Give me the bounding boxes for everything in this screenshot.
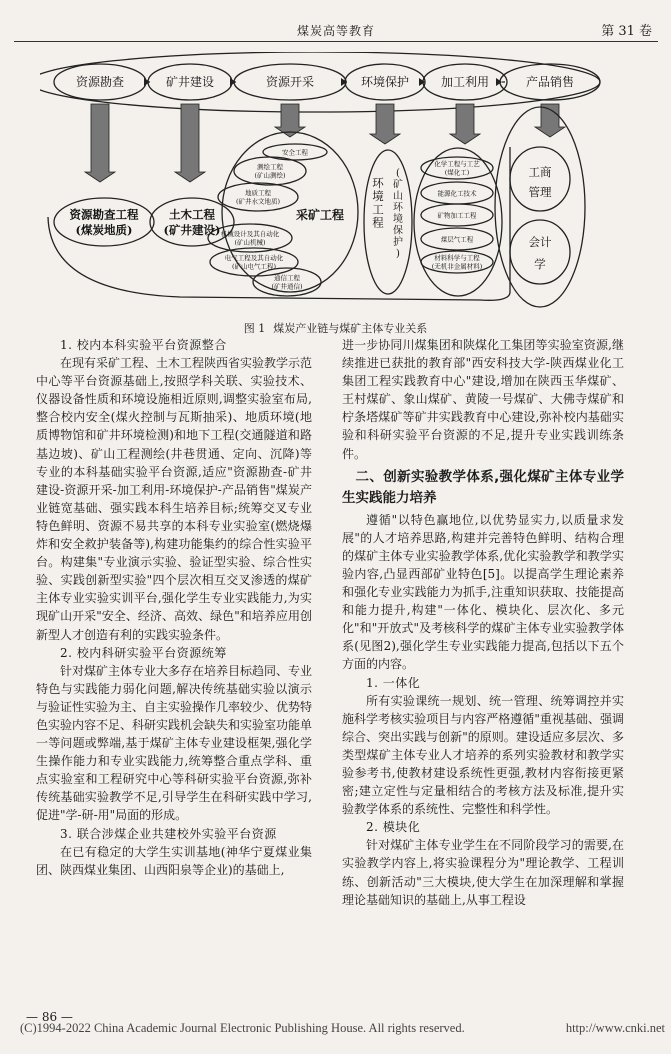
processing-subfield-label: 化学工程与工艺(煤化工) bbox=[434, 159, 480, 177]
svg-text:工: 工 bbox=[372, 202, 384, 217]
chain-label: 产品销售 bbox=[525, 75, 575, 90]
volume-label: 第 31 卷 bbox=[601, 24, 652, 39]
sales-cluster bbox=[495, 107, 585, 307]
svg-text:境: 境 bbox=[393, 214, 403, 225]
flow-arrow bbox=[450, 104, 480, 144]
mining-subfield-label: 安全工程 bbox=[282, 148, 308, 157]
subheading: 2. 校内科研实验平台资源统筹 bbox=[60, 645, 227, 660]
mining-subfield-label: 电气工程及其自动化(矿山电气工程) bbox=[224, 253, 284, 271]
copyright-footer bbox=[20, 1021, 671, 1036]
paragraph: 进一步协同川煤集团和陕煤化工集团等实验室资源,继续推进已获批的教育部"西安科技大学-陕西煤业化工集团工程实践教育中心"建设,增加在陕西玉华煤矿、王村煤矿、象山煤矿、黄陵一号煤矿、大佛寺煤矿和柠条塔煤矿等矿井实践教育中心建设,弥补校内基础实验和科研实验平台资源的不足,提升专业实践训练条件。 bbox=[342, 338, 624, 461]
subheading: 2. 模块化 bbox=[366, 820, 421, 835]
business-mgmt-label: 工商 bbox=[528, 165, 552, 180]
figure-caption bbox=[0, 320, 671, 336]
svg-text:山: 山 bbox=[393, 191, 403, 202]
accounting-label: 会计 bbox=[528, 235, 552, 250]
processing-subfield-label: 能源化工技术 bbox=[437, 189, 477, 198]
page-header bbox=[14, 18, 658, 42]
subheading: 1. 一体化 bbox=[366, 675, 421, 690]
right-column bbox=[342, 336, 624, 909]
paragraph: 在已有稳定的大学生实训基地(神华宁夏煤业集团、陕西煤业集团、山西阳泉等企业)的基础上, bbox=[36, 844, 312, 877]
accounting-node bbox=[510, 220, 570, 284]
svg-text:境: 境 bbox=[372, 189, 384, 204]
header-rule bbox=[14, 41, 658, 42]
flow-arrow bbox=[85, 104, 115, 182]
svg-text:环: 环 bbox=[393, 202, 403, 214]
subheading: 1. 校内本科实验平台资源整合 bbox=[60, 338, 227, 352]
chain-label: 资源勘查 bbox=[75, 75, 125, 90]
paragraph: 针对煤矿主体专业学生在不同阶段学习的需要,在实验教学内容上,将实验课程分为"理论教学、工程训练、创新活动"三大模块,使大学生在加深理解和掌握理论基础知识的基础上,从事工程设 bbox=[342, 838, 624, 907]
processing-subfield-label: 材料科学与工程(无机非金属材料) bbox=[431, 253, 483, 271]
svg-text:矿: 矿 bbox=[393, 179, 403, 191]
figure-label: 图 1 bbox=[243, 322, 266, 335]
mining-subfield-label: 地质工程(矿井水文地质) bbox=[235, 188, 281, 206]
paragraph: 在现有采矿工程、土木工程陕西省实验教学示范中心等平台资源基础上,按照学科关联、实验技术、仪器设备性质和环境设施相近原则,调整实验室布局,整合校内安全(煤火控制与瓦斯抽采)、地质环境(地质博物馆和矿井环境检测)和地下工程(交通隧道和路基边坡)、矿山工程测绘(井巷贯通、定向、沉降)等专业的本科基础实验平台资源,适应"资源勘查-矿井建设-资源开采-加工利用-环境保护-产品销售"煤炭产业链宽基础、强实践本科生培养目标;统筹交叉专业特色鲜明、资源不易共享的本科专业实验室(燃烧爆炸和安全救护装备等),构建功能集约的综合性实验平台。构建集"专业演示实验、验证型实验、综合性实验、实践创新型实验"四个层次相互交叉渗透的煤矿主体专业实验实训平台,强化学生专业实践能力,为实现矿山开采"安全、经济、高效、绿色"和培养应用创新型人才创造有利的实践实验条件。 bbox=[36, 356, 313, 642]
env-eng-sublabel bbox=[393, 168, 404, 260]
svg-text:(: ( bbox=[396, 168, 400, 179]
svg-text:环: 环 bbox=[372, 176, 384, 190]
subheading: 3. 联合涉煤企业共建校外实验平台资源 bbox=[60, 826, 277, 841]
mining-eng-label: 采矿工程 bbox=[295, 208, 345, 223]
civil-eng-label: 土木工程(矿井建设) bbox=[163, 207, 221, 237]
paragraph: 所有实验课统一规划、统一管理、统筹调控并实施科学考核实验项目与内容严格遵循"重视基础、强调综合、突出实践与创新"的原则。建设适应多层次、多类型煤矿主体专业人才培养的系列实验教材和教学实验参考书,使教材建设系统性更强,教材内容衔接更紧密;建立定性与定量相结合的考核方法及标准,提升实验教学体系的系统性、完整性和科学性。 bbox=[342, 693, 624, 817]
mining-subfield-label: 机械设计及其自动化(矿山机械) bbox=[220, 229, 280, 247]
svg-text:护: 护 bbox=[393, 237, 403, 248]
copyright-text: (C)1994-2022 China Academic Journal Electronic Publishing House. All rights reserved. bbox=[20, 1021, 465, 1035]
chain-label: 加工利用 bbox=[440, 75, 490, 90]
cnki-url: http://www.cnki.net bbox=[565, 1021, 665, 1035]
accounting-label: 学 bbox=[534, 257, 546, 272]
svg-text:): ) bbox=[396, 248, 400, 260]
page-number: — 86 — bbox=[26, 1010, 73, 1024]
mining-subfield-label: 测绘工程(矿山测绘) bbox=[254, 162, 286, 180]
paragraph: 针对煤矿主体专业大多存在培养目标趋同、专业特色与实践能力弱化问题,解决传统基础实验以演示与验证性实验为主、自主实验操作几率较少、优势特色实验内容不足、科研实践机会缺失和实验室功能单一等问题或弊端,基于煤矿主体专业建设框架,强化学生操作能力和专业实践能力,统筹整合重点学科、重点实验室和工程研究中心等科研实验平台资源,弥补传统基础实验教学不足,引导学生在科研实践中学习,促进"学-研-用"局面的形成。 bbox=[36, 663, 313, 823]
business-mgmt-label: 管理 bbox=[528, 185, 552, 200]
flow-arrow bbox=[370, 104, 400, 144]
section-heading: 二、创新实验教学体系,强化煤矿主体专业学生实践能力培养 bbox=[342, 468, 624, 506]
env-eng-node bbox=[364, 150, 412, 294]
left-column bbox=[36, 336, 312, 879]
processing-subfield-label: 煤层气工程 bbox=[440, 235, 474, 244]
paragraph: 遵循"以特色赢地位,以优势显实力,以质量求发展"的人才培养思路,构建并完善特色鲜明、结构合理的煤矿主体专业实验教学体系,优化实验教学和教学实验内容,凸显西部矿业特色[5]。以提高学生理论素养和强化专业实践能力为抓手,注重知识获取、技能提高和能力提升,构建"一体化、模块化、层次化、多元化"和"开放式"及考核科学的煤矿主体专业实验教学体系(见图2),强化学生专业实践能力提高,包括以下五个方面的内容。 bbox=[342, 512, 624, 672]
resource-eng-label: 资源勘查工程(煤炭地质) bbox=[69, 207, 139, 237]
flow-arrow bbox=[175, 104, 205, 182]
chain-label: 矿井建设 bbox=[165, 75, 215, 90]
processing-subfield-label: 矿物加工工程 bbox=[437, 211, 477, 220]
industry-chain-figure bbox=[40, 52, 640, 317]
journal-title: 煤炭高等教育 bbox=[296, 24, 376, 38]
svg-text:程: 程 bbox=[372, 215, 384, 230]
svg-text:保: 保 bbox=[393, 225, 403, 237]
mining-subfield-label: 通信工程(矿井通信) bbox=[271, 273, 303, 291]
figure-caption-text: 煤炭产业链与煤矿主体专业关系 bbox=[273, 322, 428, 335]
chain-label: 环境保护 bbox=[360, 75, 410, 90]
env-eng-label bbox=[372, 176, 384, 230]
chain-label: 资源开采 bbox=[265, 75, 315, 90]
